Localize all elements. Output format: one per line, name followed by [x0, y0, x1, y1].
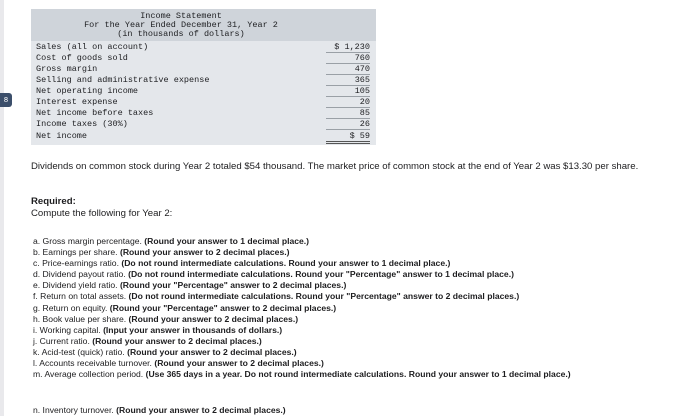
row-value: $ 1,230	[326, 42, 370, 53]
row-label: Sales (all on account)	[36, 42, 149, 52]
compute-instruction: Compute the following for Year 2:	[31, 208, 173, 219]
statement-title: Income Statement	[140, 11, 222, 21]
row-label: Net operating income	[36, 86, 139, 96]
row-value: 760	[326, 53, 370, 64]
requirement-item: e. Dividend yield ratio. (Round your "Percentage" answer to 2 decimal places.)	[33, 280, 347, 291]
requirement-item: d. Dividend payout ratio. (Do not round intermediate calculations. Round your "Percentage" answer to 1 decimal place.)	[33, 269, 514, 280]
requirement-item: j. Current ratio. (Round your answer to 2 decimal places.)	[33, 335, 262, 346]
income-statement-table	[31, 9, 376, 145]
statement-period: For the Year Ended December 31, Year 2	[84, 20, 278, 30]
statement-row	[31, 97, 376, 108]
requirement-item: k. Acid-test (quick) ratio. (Round your answer to 2 decimal places.)	[33, 346, 297, 357]
row-label: Net income	[36, 131, 88, 141]
statement-row	[31, 42, 376, 53]
requirement-item: b. Earnings per share. (Round your answer to 2 decimal places.)	[33, 247, 290, 258]
row-value: 105	[326, 86, 370, 97]
statement-row	[31, 86, 376, 97]
requirement-item: g. Return on equity. (Round your "Percentage" answer to 2 decimal places.)	[33, 302, 337, 313]
requirements-list	[33, 236, 693, 380]
side-tab-marker: 8	[0, 93, 12, 107]
requirement-item: l. Accounts receivable turnover. (Round your answer to 2 decimal places.)	[33, 358, 324, 369]
requirement-item: a. Gross margin percentage. (Round your answer to 1 decimal place.)	[33, 236, 310, 246]
row-label: Income taxes (30%)	[36, 119, 128, 129]
statement-row	[31, 75, 376, 86]
requirement-item: h. Book value per share. (Round your answer to 2 decimal places.)	[33, 313, 299, 324]
row-label: Gross margin	[36, 64, 98, 74]
statement-row-net-income	[31, 131, 376, 142]
statement-units: (in thousands of dollars)	[117, 29, 245, 39]
row-value: $ 59	[326, 131, 370, 144]
row-value: 26	[326, 119, 370, 130]
dividends-paragraph: Dividends on common stock during Year 2 totaled $54 thousand. The market price of common stock at the end of Year 2 was $13.30 per share.	[31, 161, 639, 172]
requirement-item: m. Average collection period. (Use 365 days in a year. Do not round intermediate calculations. Round your answer to 1 decimal place.)	[33, 369, 571, 380]
requirement-item: f. Return on total assets. (Do not round intermediate calculations. Round your "Percentage" answer to 2 decimal places.)	[33, 291, 520, 302]
row-label: Interest expense	[36, 97, 118, 107]
row-value: 365	[326, 75, 370, 86]
income-statement-header	[31, 9, 376, 41]
statement-row	[31, 53, 376, 64]
row-value: 20	[326, 97, 370, 108]
row-label: Cost of goods sold	[36, 53, 128, 63]
statement-row	[31, 119, 376, 130]
row-value: 85	[326, 108, 370, 119]
row-label: Selling and administrative expense	[36, 75, 210, 85]
requirement-item-cutoff: n. Inventory turnover. (Round your answer to 2 decimal places.)	[33, 405, 286, 415]
statement-row	[31, 108, 376, 119]
required-heading: Required:	[31, 196, 76, 207]
statement-row	[31, 64, 376, 75]
requirement-item: c. Price-earnings ratio. (Do not round intermediate calculations. Round your answer to 1 decimal place.)	[33, 258, 451, 269]
row-value: 470	[326, 64, 370, 75]
requirement-item: i. Working capital. (Input your answer in thousands of dollars.)	[33, 324, 283, 335]
row-label: Net income before taxes	[36, 108, 154, 118]
page-edge	[0, 0, 4, 416]
